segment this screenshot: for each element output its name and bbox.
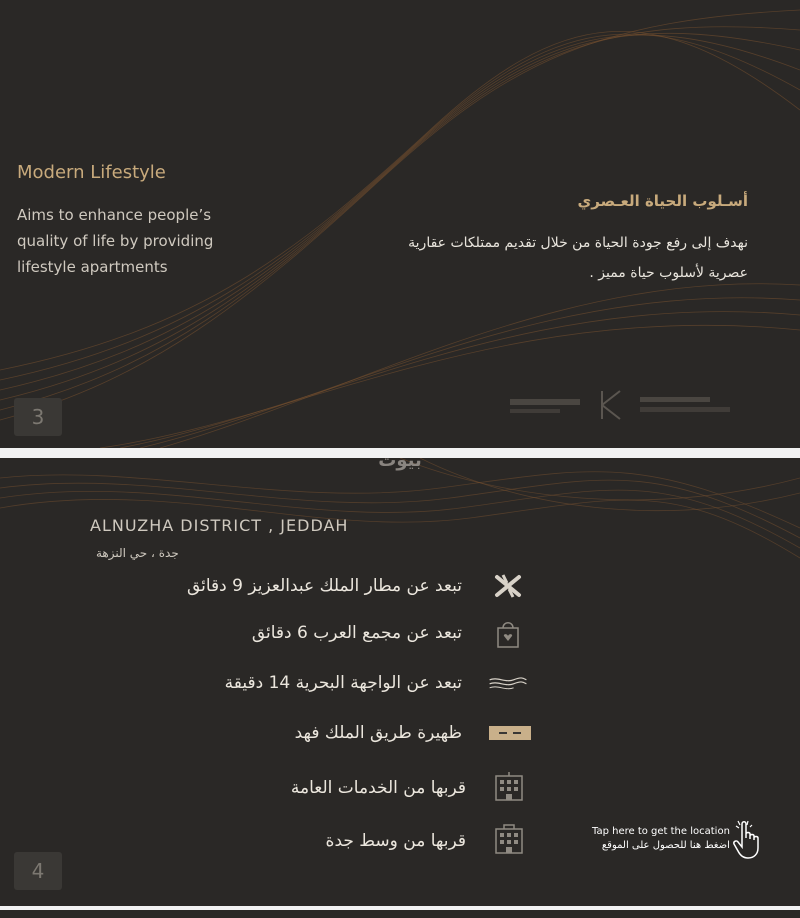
- page-number: 4: [14, 852, 62, 890]
- feature-text: قربها من وسط جدة: [325, 831, 466, 851]
- road-icon: [488, 715, 532, 751]
- page-number: 3: [14, 398, 62, 436]
- slide-location: [0, 458, 800, 906]
- location-link-english[interactable]: Tap here to get the location: [592, 826, 730, 837]
- site-watermark: بيوت: [378, 449, 422, 471]
- description-arabic: نهدف إلى رفع جودة الحياة من خلال تقديم ممتلكات عقارية عصرية لأسلوب حياة مميز .: [408, 235, 748, 281]
- waves-icon: [488, 665, 528, 701]
- location-link-arabic[interactable]: اضغط هنا للحصول على الموقع: [601, 840, 730, 851]
- slide-modern-lifestyle: [0, 0, 800, 448]
- feature-text: قربها من الخدمات العامة: [290, 778, 466, 798]
- feature-waterfront: [225, 663, 462, 703]
- feature-airport: [187, 566, 462, 606]
- brand-logo: [510, 385, 740, 425]
- airplane-icon: [488, 568, 528, 604]
- feature-city-center: [326, 821, 466, 861]
- feature-text: تبعد عن مطار الملك عبدالعزيز 9 دقائق: [186, 576, 462, 596]
- district-title-arabic: جدة ، حي النزهة: [96, 546, 179, 560]
- title-english: Modern Lifestyle: [17, 162, 166, 183]
- title-arabic: أسـلوب الحياة العـصري: [577, 192, 748, 210]
- tap-hand-icon[interactable]: [730, 820, 764, 860]
- feature-king-fahd-road: [295, 713, 462, 753]
- district-title: ALNUZHA DISTRICT , JEDDAH: [90, 516, 349, 535]
- feature-mall: [252, 613, 462, 653]
- feature-text: تبعد عن مجمع العرب 6 دقائق: [251, 623, 462, 643]
- description-english: Aims to enhance people’s quality of life by providing lifestyle apartments: [17, 206, 214, 276]
- next-slide-edge: [0, 910, 800, 918]
- location-link[interactable]: [592, 825, 730, 853]
- shopping-bag-icon: [488, 616, 528, 652]
- feature-text: تبعد عن الواجهة البحرية 14 دقيقة: [224, 673, 462, 693]
- city-building-icon: [489, 821, 529, 857]
- feature-text: ظهيرة طريق الملك فهد: [294, 723, 462, 743]
- building-icon: [489, 768, 529, 804]
- feature-public-services: [291, 768, 466, 808]
